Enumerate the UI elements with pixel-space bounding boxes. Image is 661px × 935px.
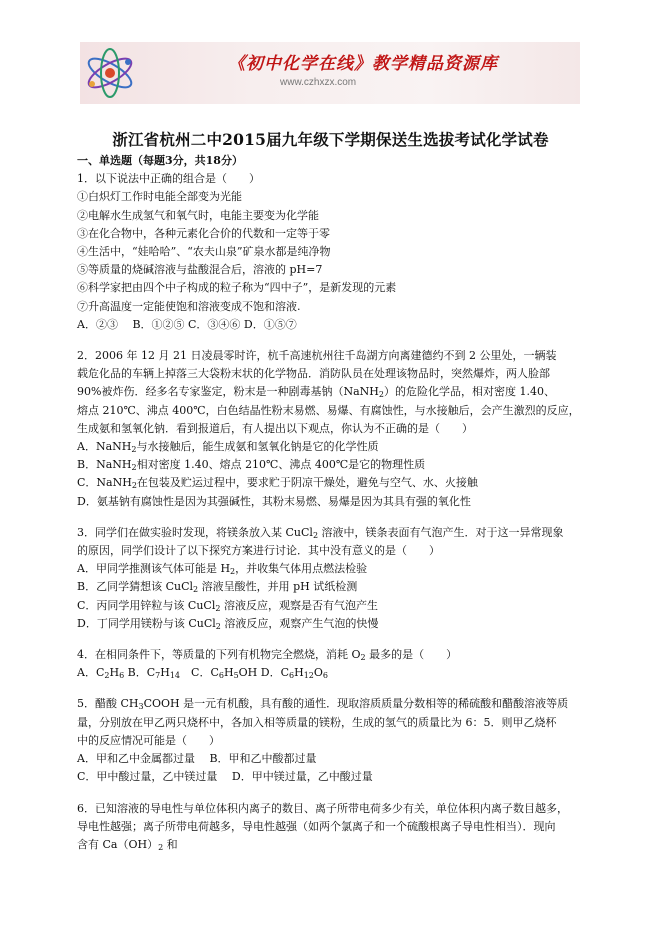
- banner-url: www.czhxzx.com: [280, 77, 357, 88]
- q5-options-ab: A．甲和乙中金属都过量 B．甲和乙中酸都过量: [77, 752, 317, 766]
- q3-line: 3．同学们在做实验时发现，将镁条放入某 CuCl$_2$ 溶液中，镁条表面有气泡产生．对于这一异常现象: [77, 525, 564, 540]
- q2-line: 2．2006 年 12 月 21 日凌晨零时许，杭千高速杭州往千岛湖方向离建德约不到 2 公里处，一辆装: [77, 349, 557, 363]
- section-heading: 一、单选题（每题3分，共18分）: [77, 154, 243, 167]
- q1-item: ③在化合物中，各种元素化合价的代数和一定等于零: [77, 226, 330, 240]
- q1-item: ⑦升高温度一定能使饱和溶液变成不饱和溶液.: [77, 299, 301, 313]
- resource-banner: [80, 42, 580, 104]
- q1-item: ④生活中，“娃哈哈”、“农夫山泉”矿泉水都是纯净物: [77, 245, 331, 259]
- q3-option-d: D．丁同学用镁粉与该 CuCl$_2$ 溶液反应，观察产生气泡的快慢: [77, 616, 379, 631]
- q4-stem: 4．在相同条件下，等质量的下列有机物完全燃烧，消耗 $O_2$ 最多的是（ ）: [77, 648, 458, 663]
- q6-line: 含有 $Ca(OH)_2$ 和: [77, 837, 178, 852]
- q2-line: 生成氨和氢氧化钠．看到报道后，有人提出以下观点，你认为不正确的是（ ）: [77, 421, 473, 435]
- banner-title: 《初中化学在线》教学精品资源库: [228, 54, 498, 74]
- q2-option-a: A．NaNH$_2$与水接触后，能生成氨和氢氧化钠是它的化学性质: [77, 440, 379, 455]
- q1-item: ⑥科学家把由四个中子构成的粒子称为“四中子”，是新发现的元素: [77, 281, 397, 295]
- q5-options-cd: C．甲中酸过量，乙中镁过量 D．甲中镁过量，乙中酸过量: [77, 770, 373, 784]
- q5-line: 中的反应情况可能是（ ）: [77, 733, 220, 747]
- q5-line: 5．醋酸 $CH_3COOH$ 是一元有机酸，具有酸的通性．现取溶质质量分数相等的稀硫酸和醋酸溶液等质: [77, 697, 569, 712]
- q1-item: ②电解水生成氢气和氧气时，电能主要变为化学能: [77, 208, 319, 222]
- q6-line: 6．已知溶液的导电性与单位体积内离子的数目、离子所带电荷多少有关，单位体积内离子数目越多，: [77, 801, 568, 815]
- q1-item: ①白炽灯工作时电能全部变为光能: [77, 190, 242, 204]
- q3-option-b: B．乙同学猜想该 CuCl$_2$ 溶液呈酸性，并用 pH 试纸检测: [77, 580, 358, 595]
- q2-line: 90%被炸伤．经多名专家鉴定，粉末是一种剧毒基钠（NaNH$_2$）的危险化学品，相对密度 1.40、: [77, 385, 555, 400]
- q5-line: 量，分别放在甲乙两只烧杯中，各加入相等质量的镁粉，生成的氢气的质量比为 6：5．则甲乙烧杯: [77, 715, 557, 729]
- paper-title: 浙江省杭州二中2015届九年级下学期保送生选拔考试化学试卷: [112, 130, 549, 149]
- q3-option-a: A．甲同学推测该气体可能是 $H_2$，并收集气体用点燃法检验: [77, 562, 368, 577]
- q3-line: 的原因，同学们设计了以下探究方案进行讨论．其中没有意义的是（ ）: [77, 544, 440, 558]
- q2-option-c: C．NaNH$_2$在包装及贮运过程中，要求贮于阴凉干燥处，避免与空气、水、火接触: [77, 476, 478, 491]
- q3-option-c: C．丙同学用锌粒与该 CuCl$_2$ 溶液反应，观察是否有气泡产生: [77, 598, 378, 613]
- exam-content: [77, 152, 585, 854]
- q2-line: 熔点 210℃、沸点 400℃，白色结晶性粉末易燃、易爆、有腐蚀性，与水接触后，会产生激烈的反应，: [77, 403, 580, 417]
- atom-logo-icon: [80, 44, 140, 102]
- q6-line: 导电性越强；离子所带电荷越多，导电性越强（如两个氯离子和一个硫酸根离子导电性相当）．现向: [77, 819, 556, 833]
- q1-item: ⑤等质量的烧碱溶液与盐酸混合后，溶液的 pH=7: [77, 263, 323, 277]
- q4-options: A．$C_2H_6$ B．$C_7H_{14}$ C．$C_6H_5OH$ D．$C_6H_{12}O_6$: [77, 666, 328, 681]
- q1-options: A．②③ B．①②⑤ C．③④⑥ D．①⑤⑦: [77, 317, 297, 331]
- q1-stem: 1．以下说法中正确的组合是（ ）: [77, 172, 260, 186]
- q2-line: 载危化品的车辆上掉落三大袋粉末状的化学物品．消防队员在处理该物品时，突然爆炸，两人脸部: [77, 367, 550, 381]
- q2-option-b: B．NaNH$_2$相对密度 1.40、熔点 210℃、沸点 400℃是它的物理性质: [77, 458, 426, 473]
- q2-option-d: D．氨基钠有腐蚀性是因为其强碱性，其粉末易燃、易爆是因为其具有强的氧化性: [77, 494, 471, 508]
